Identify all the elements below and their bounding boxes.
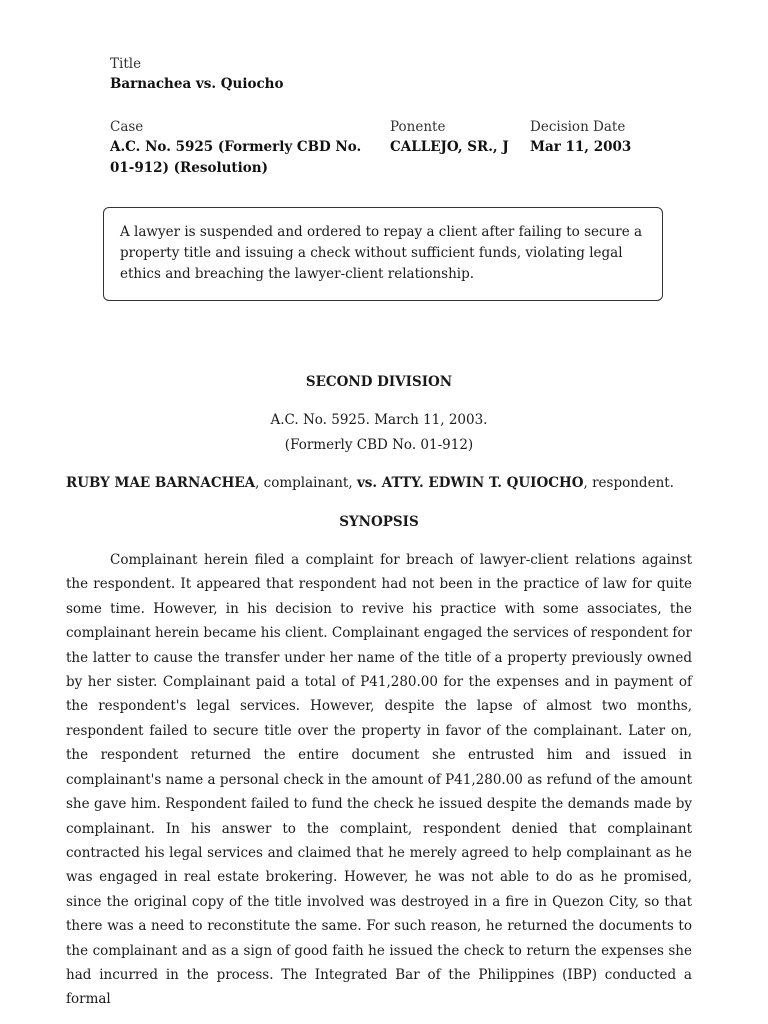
case-number-line: A.C. No. 5925. March 11, 2003.	[270, 412, 488, 429]
decision-date-label: Decision Date	[530, 119, 626, 135]
complainant-role: , complainant,	[255, 475, 357, 492]
respondent-name: vs. ATTY. EDWIN T. QUIOCHO	[356, 475, 584, 492]
case-header	[110, 54, 670, 179]
case-number-block	[66, 408, 692, 457]
synopsis-heading: SYNOPSIS	[339, 513, 419, 530]
title-value: Barnachea vs. Quiocho	[110, 76, 284, 92]
title-block	[110, 54, 670, 95]
synopsis-paragraph: Complainant herein filed a complaint for breach of lawyer-client relations against the respondent. It appeared that respondent had not been in the practice of law for quite some time. However, in his decision to revive his practice with some associates, the complainant herein became his client. Complainant engaged the services of respondent for the latter to cause the transfer under her name of the title of a property previously owned by her sister. Complainant paid a total of P41,280.00 for the expenses and in payment of the respondent's legal services. However, despite the lapse of almost two months, respondent failed to secure title over the property in favor of the complainant. Later on, the respondent returned the entire document she entrusted him and issued in complainant's name a personal check in the amount of P41,280.00 as refund of the amount she gave him. Respondent failed to fund the check he issued despite the demands made by complainant. In his answer to the complaint, respondent denied that complainant contracted his legal services and claimed that he merely agreed to help complainant as he was engaged in real estate brokering. However, he was not able to do as he promised, since the original copy of the title involved was destroyed in a fire in Quezon City, so that there was a need to reconstitute the same. For such reason, he returned the documents to the complainant and as a sign of good faith he issued the check to return the expenses she had incurred in the process. The Integrated Bar of the Philippines (IBP) conducted a formal	[66, 552, 692, 1008]
complainant-name: RUBY MAE BARNACHEA	[66, 475, 256, 492]
parties-line	[66, 471, 692, 495]
ponente-column	[390, 117, 530, 179]
title-label: Title	[110, 56, 142, 72]
case-label: Case	[110, 119, 144, 135]
case-former-line: (Formerly CBD No. 01-912)	[284, 436, 474, 453]
case-value: A.C. No. 5925 (Formerly CBD No. 01-912) (Resolution)	[110, 139, 362, 176]
division-heading: SECOND DIVISION	[305, 374, 453, 390]
decision-date-column	[530, 117, 670, 179]
summary-box: A lawyer is suspended and ordered to repay a client after failing to secure a property title and issuing a check without sufficient funds, violating legal ethics and breaching the lawyer-client relationship.	[103, 207, 663, 301]
case-column	[110, 117, 390, 179]
decision-date-value: Mar 11, 2003	[530, 139, 632, 155]
decision-body	[66, 370, 692, 1012]
respondent-role: , respondent.	[583, 475, 674, 492]
case-meta-row	[110, 117, 670, 179]
ponente-label: Ponente	[390, 119, 446, 135]
ponente-value: CALLEJO, SR., J	[390, 139, 509, 155]
